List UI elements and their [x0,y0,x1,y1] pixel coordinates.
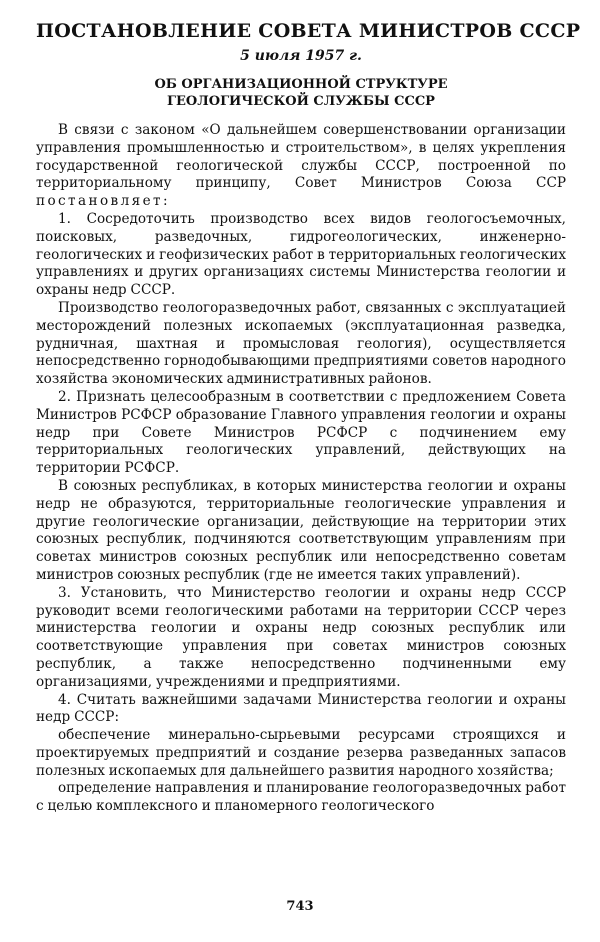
document-body [36,122,566,816]
paragraph-4-item-2: определение направления и планирование геологоразведочных работ с целью комплексного и планомерного геологического [36,780,566,815]
paragraph-2: 2. Признать целесообразным в соответствии с предложением Совета Министров РСФСР образование Главного управления геологии и охраны недр при Совете Министров РСФСР с подчинением ему территориальных геологических управлений, действующих на территории РСФСР. [36,388,566,477]
subject-line-1: ОБ ОРГАНИЗАЦИОННОЙ СТРУКТУРЕ [154,77,448,92]
document-subject [36,76,566,110]
preamble-decree-word: постановляет: [36,193,170,210]
paragraph-4: 4. Считать важнейшими задачами Министерства геологии и охраны недр СССР: [36,691,566,726]
paragraph-3: 3. Установить, что Министерство геологии и охраны недр СССР руководит всеми геологическими работами на территории СССР через министерства геологии и охраны недр союзных республик или соответствующие управления при советах министров союзных республик, а также непосредственно подчиненными ему организациями, учреждениями и предприятиями. [36,584,566,690]
document-title: ПОСТАНОВЛЕНИЕ СОВЕТА МИНИСТРОВ СССР [36,20,581,42]
document-date: 5 июля 1957 г. [240,48,362,64]
document-page [36,14,581,816]
subject-line-2: ГЕОЛОГИЧЕСКОЙ СЛУЖБЫ СССР [167,94,435,109]
page-number: 743 [286,899,314,914]
paragraph-4-item-1: обеспечение минерально-сырьевыми ресурсами строящихся и проектируемых предприятий и создание резерва разведанных запасов полезных ископаемых для дальнейшего развития народного хозяйства; [36,727,566,779]
paragraph-1: 1. Сосредоточить производство всех видов геологосъемочных, поисковых, разведочных, гидрогеологических, инженерно-геологических и геофизических работ в территориальных геологических управлениях и других организациях системы Министерства геологии и охраны недр СССР. [36,210,566,299]
preamble-text: В связи с законом «О дальнейшем совершенствовании организации управления промышленностью и строительством», в целях укрепления государственной геологической службы СССР, построенной по территориальному принципу, Совет Министров Союза ССР [36,122,566,192]
preamble-paragraph [36,122,566,211]
paragraph-1-continuation: Производство геологоразведочных работ, связанных с эксплуатацией месторождений полезных ископаемых (эксплуатационная разведка, рудничная, шахтная и промысловая геология), осуществляется непосредственно горнодобывающими предприятиями советов народного хозяйства экономических административных районов. [36,299,566,388]
paragraph-2-continuation: В союзных республиках, в которых министерства геологии и охраны недр не образуются, территориальные геологические управления и другие геологические организации, действующие на территории этих союзных республик, подчиняются соответствующим управлениям при советах министров союзных республик или непосредственно советам министров союзных республик (где не имеется таких управлений). [36,477,566,583]
